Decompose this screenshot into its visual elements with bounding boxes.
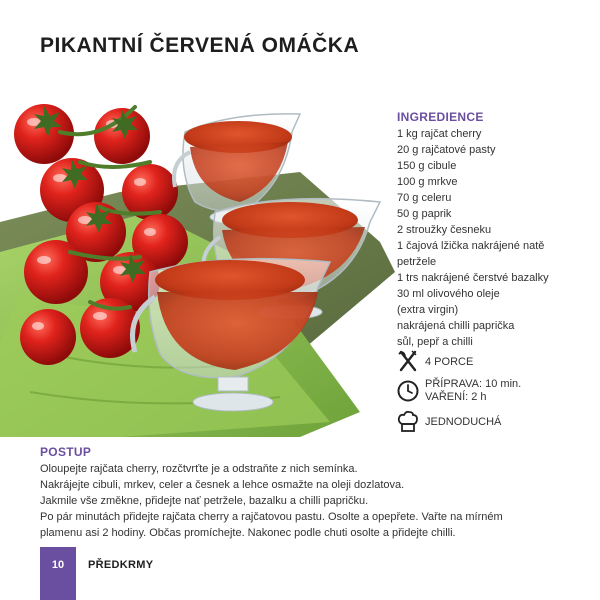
page-number: 10 (40, 547, 76, 600)
ingredient-item: 100 g mrkve (397, 176, 458, 188)
ingredient-item: 70 g celeru (397, 192, 452, 204)
ingredient-item: sůl, pepř a chilli (397, 336, 473, 348)
ingredient-item: 1 čajová lžička nakrájené natě (397, 240, 545, 252)
servings-text: 4 PORCE (425, 355, 474, 368)
ingredient-item: nakrájená chilli paprička (397, 320, 515, 332)
ingredient-item: 20 g rajčatové pasty (397, 144, 496, 156)
method-line: Nakrájejte cibuli, mrkev, celer a česnek a lehce osmažte na oleji dozlatova. (40, 479, 405, 491)
cook-time: VAŘENÍ: 2 h (425, 391, 487, 403)
ingredient-item: (extra virgin) (397, 304, 459, 316)
clock-icon (397, 379, 419, 403)
section-name: PŘEDKRMY (88, 559, 154, 571)
fork-knife-icon (397, 350, 419, 374)
difficulty-text: JEDNODUCHÁ (425, 415, 502, 428)
time-row (397, 378, 597, 404)
chef-hat-icon (397, 410, 419, 434)
ingredient-item: 30 ml olivového oleje (397, 288, 500, 300)
servings-row (397, 350, 597, 374)
method-heading: POSTUP (40, 445, 92, 459)
prep-time: PŘÍPRAVA: 10 min. (425, 378, 522, 390)
difficulty-row (397, 410, 597, 434)
method-line: Po pár minutách přidejte rajčata cherry a rajčatovou pastu. Osolte a opepřete. Vařte na mírném (40, 511, 503, 523)
ingredient-item: 2 stroužky česneku (397, 224, 492, 236)
ingredient-item: 1 trs nakrájené čerstvé bazalky (397, 272, 549, 284)
ingredient-item: 1 kg rajčat cherry (397, 128, 482, 140)
method-line: plamenu asi 2 hodiny. Občas promíchejte. Nakonec podle chuti osolte a přidejte chilli. (40, 527, 456, 539)
recipe-photo (0, 92, 395, 437)
method-section (40, 445, 570, 541)
ingredients-section (397, 110, 597, 350)
ingredients-heading: INGREDIENCE (397, 110, 484, 124)
ingredient-item: petržele (397, 256, 437, 268)
page-footer (40, 547, 153, 600)
ingredient-item: 50 g paprik (397, 208, 452, 220)
ingredient-item: 150 g cibule (397, 160, 457, 172)
page-title: PIKANTNÍ ČERVENÁ OMÁČKA (40, 34, 360, 57)
method-line: Oloupejte rajčata cherry, rozčtvrťte je a odstraňte z nich semínka. (40, 463, 358, 475)
method-line: Jakmile vše změkne, přidejte nať petržele, bazalku a chilli papričku. (40, 495, 369, 507)
ingredients-list (397, 126, 597, 350)
